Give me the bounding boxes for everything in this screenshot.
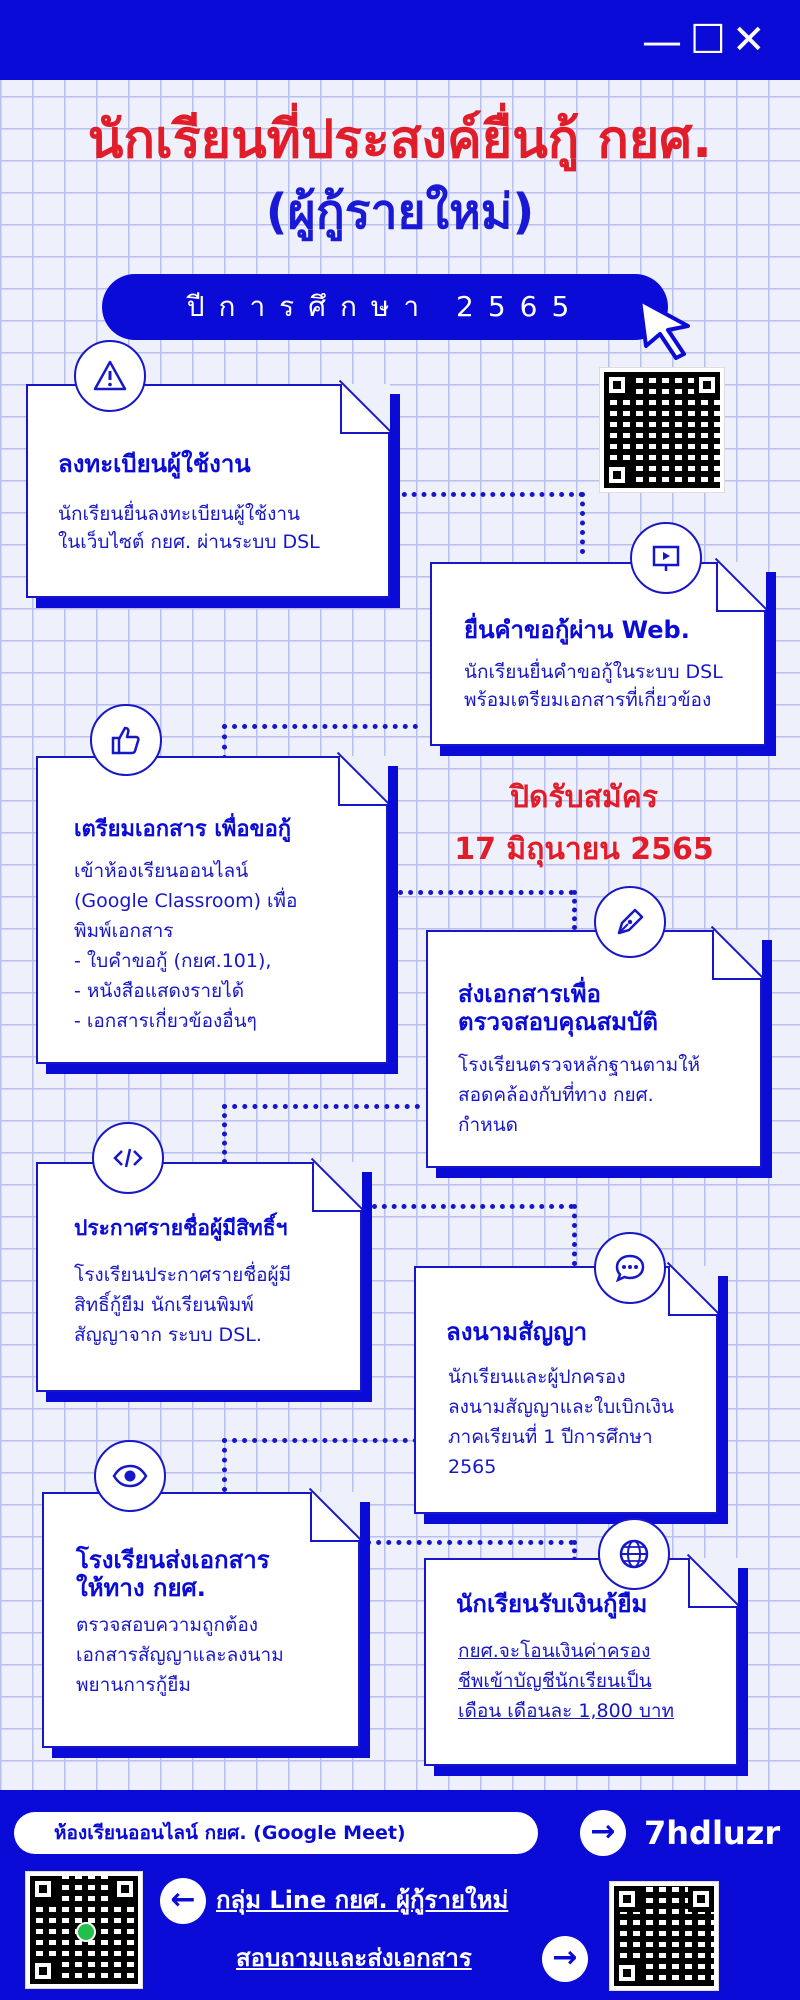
step-title: นักเรียนรับเงินกู้ยืม bbox=[456, 1590, 648, 1618]
step-card-apply-web bbox=[430, 562, 766, 746]
step-text: นักเรียนยื่นคำขอกู้ในระบบ DSL พร้อมเตรียมเอกสารที่เกี่ยวข้อง bbox=[464, 661, 723, 711]
eye-icon bbox=[94, 1440, 166, 1512]
page-subtitle: (ผู้กู้รายใหม่) bbox=[265, 184, 535, 240]
step-card-sign-contract bbox=[414, 1266, 718, 1514]
step-card-announce bbox=[36, 1162, 362, 1392]
connector bbox=[222, 1438, 227, 1492]
thumbs-up-icon bbox=[90, 704, 162, 776]
deadline-date: 17 มิถุนายน 2565 bbox=[454, 832, 714, 867]
step-title: ลงนามสัญญา bbox=[446, 1318, 588, 1346]
connector bbox=[372, 1204, 574, 1209]
cursor-arrow-icon bbox=[636, 296, 694, 360]
arrow-right-icon[interactable]: → bbox=[580, 1810, 626, 1856]
step-text: นักเรียนและผู้ปกครอง ลงนามสัญญาและใบเบิกเงิน ภาคเรียนที่ 1 ปีการศึกษา 2565 bbox=[448, 1366, 674, 1478]
page-title: นักเรียนที่ประสงค์ยื่นกู้ กยศ. bbox=[87, 110, 713, 170]
connector bbox=[572, 1204, 577, 1266]
maximize-icon[interactable]: ☐ bbox=[690, 17, 726, 63]
presentation-icon bbox=[630, 522, 702, 594]
connector bbox=[222, 1104, 227, 1164]
close-icon[interactable]: ✕ bbox=[732, 17, 766, 63]
step-title: ประกาศรายชื่อผู้มีสิทธิ์ฯ bbox=[74, 1216, 288, 1240]
minimize-icon[interactable]: — bbox=[642, 19, 682, 65]
step-text: นักเรียนยื่นลงทะเบียนผู้ใช้งาน ในเว็บไซต์ กยศ. ผ่านระบบ DSL bbox=[58, 503, 320, 553]
step-title: ยื่นคำขอกู้ผ่าน Web. bbox=[464, 616, 690, 644]
connector bbox=[392, 492, 584, 497]
step-text: กยศ.จะโอนเงินค่าครอง ชีพเข้าบัญชีนักเรียนเป็น เดือน เดือนละ 1,800 บาท bbox=[458, 1640, 675, 1722]
connector bbox=[572, 890, 577, 930]
step-text: เข้าห้องเรียนออนไลน์ (Google Classroom) เพื่อ พิมพ์เอกสาร - ใบคำขอกู้ (กยศ.101), - หนังสือแสดงรายได้ - เอกสารเกี่ยวข้องอื่นๆ bbox=[74, 860, 298, 1032]
chat-icon bbox=[594, 1232, 666, 1304]
qr-code-contact[interactable] bbox=[610, 1882, 718, 1990]
step-card-register bbox=[26, 384, 390, 598]
step-title: ส่งเอกสารเพื่อ ตรวจสอบคุณสมบัติ bbox=[458, 980, 658, 1036]
step-text: ตรวจสอบความถูกต้อง เอกสารสัญญาและลงนาม พยานการกู้ยืม bbox=[76, 1614, 284, 1696]
academic-year-pill: ปีการศึกษา 2565 bbox=[102, 274, 668, 340]
step-card-prepare-docs bbox=[36, 756, 388, 1064]
step-title: เตรียมเอกสาร เพื่อขอกู้ bbox=[74, 817, 292, 842]
code-icon bbox=[92, 1122, 164, 1194]
arrow-right-icon[interactable]: → bbox=[542, 1936, 588, 1982]
pen-icon bbox=[594, 886, 666, 958]
connector bbox=[388, 890, 574, 895]
connector bbox=[222, 1438, 418, 1443]
google-meet-label[interactable]: ห้องเรียนออนไลน์ กยศ. (Google Meet) bbox=[14, 1812, 538, 1854]
qr-code-line-group[interactable] bbox=[26, 1872, 142, 1988]
step-card-school-send bbox=[42, 1492, 360, 1748]
line-logo-icon bbox=[76, 1922, 96, 1942]
google-meet-code[interactable]: 7hdluzr bbox=[644, 1814, 781, 1852]
step-text: โรงเรียนตรวจหลักฐานตามให้ สอดคล้องกับที่ทาง กยศ. กำหนด bbox=[458, 1054, 700, 1136]
line-group-link[interactable]: กลุ่ม Line กยศ. ผู้กู้รายใหม่ bbox=[216, 1886, 509, 1914]
step-title: ลงทะเบียนผู้ใช้งาน bbox=[58, 450, 251, 478]
connector bbox=[222, 1104, 420, 1109]
globe-icon bbox=[598, 1518, 670, 1590]
step-card-submit-docs bbox=[426, 930, 762, 1168]
connector bbox=[580, 492, 585, 554]
contact-link[interactable]: สอบถามและส่งเอกสาร bbox=[236, 1944, 472, 1972]
step-text: โรงเรียนประกาศรายชื่อผู้มี สิทธิ์กู้ยืม นักเรียนพิมพ์ สัญญาจาก ระบบ DSL. bbox=[74, 1264, 292, 1346]
connector bbox=[366, 1540, 574, 1545]
step-title: โรงเรียนส่งเอกสาร ให้ทาง กยศ. bbox=[76, 1546, 270, 1602]
warning-icon bbox=[74, 340, 146, 412]
connector bbox=[222, 724, 418, 729]
deadline-label: ปิดรับสมัคร bbox=[510, 780, 658, 815]
connector bbox=[222, 724, 227, 760]
arrow-left-icon[interactable]: ← bbox=[160, 1878, 206, 1924]
step-card-receive-money bbox=[424, 1558, 738, 1766]
qr-code-register[interactable] bbox=[600, 368, 724, 492]
